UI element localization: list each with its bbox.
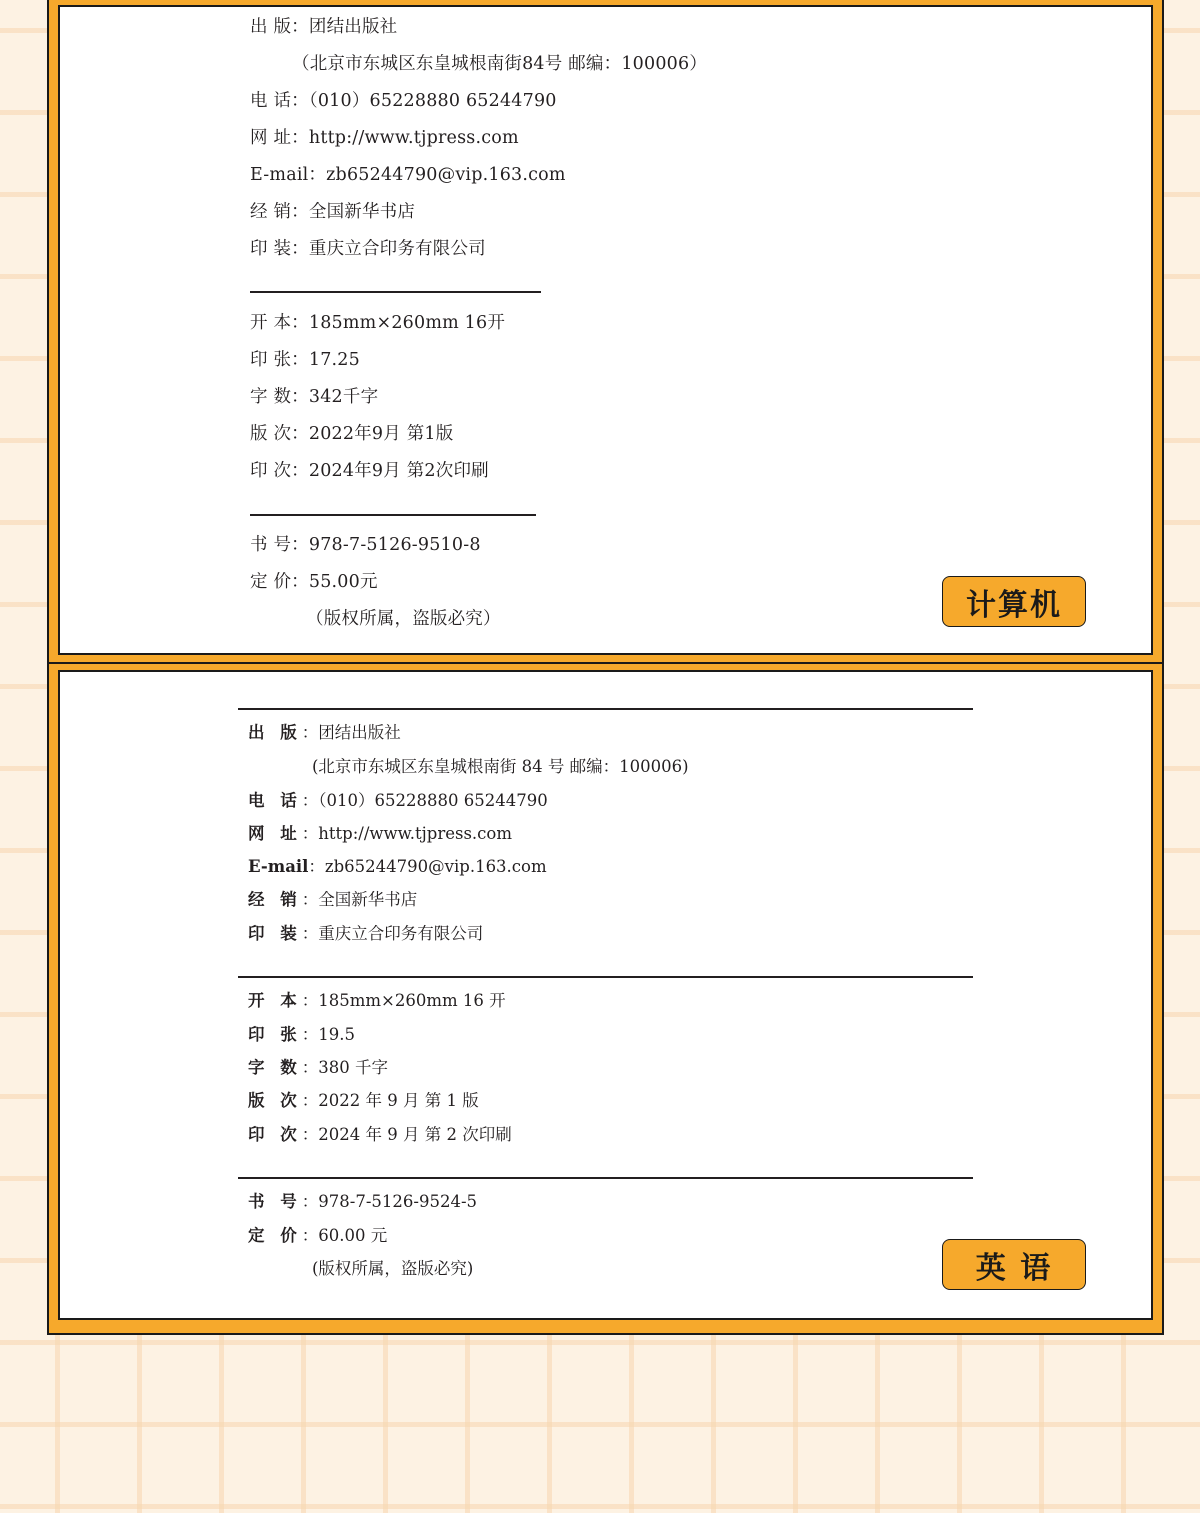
word-count-line: 字 数：380 千字	[248, 1058, 388, 1077]
panel-separator	[49, 662, 1162, 664]
printing-line: 印 次：2024 年 9 月 第 2 次印刷	[248, 1125, 512, 1144]
subject-tag-computer: 计算机	[942, 576, 1086, 627]
website-line: 网 址：http://www.tjpress.com	[248, 824, 512, 843]
copyright-notice: （版权所属，盗版必究）	[306, 609, 501, 629]
copyright-pages-frame	[47, 0, 1164, 1335]
website-line: 网 址：http://www.tjpress.com	[250, 128, 519, 148]
divider-rule	[238, 708, 973, 710]
publisher-line: 出 版：团结出版社	[248, 723, 401, 742]
distributor-line: 经 销：全国新华书店	[248, 890, 418, 909]
address-line: (北京市东城区东皇城根南街 84 号 邮编：100006)	[312, 757, 689, 776]
divider-rule	[250, 291, 541, 293]
divider-rule	[250, 514, 536, 516]
printer-line: 印 装：重庆立合印务有限公司	[250, 239, 486, 259]
sheets-line: 印 张：19.5	[248, 1025, 355, 1044]
word-count-line: 字 数：342千字	[250, 387, 379, 407]
phone-line: 电 话：（010）65228880 65244790	[248, 791, 548, 810]
distributor-line: 经 销：全国新华书店	[250, 202, 416, 222]
divider-rule	[238, 976, 973, 978]
publisher-line: 出 版：团结出版社	[250, 17, 398, 37]
format-line: 开 本：185mm×260mm 16 开	[248, 991, 506, 1010]
divider-rule	[238, 1177, 973, 1179]
printing-line: 印 次：2024年9月 第2次印刷	[250, 461, 489, 481]
copyright-panel-english	[58, 670, 1153, 1320]
format-line: 开 本：185mm×260mm 16开	[250, 313, 506, 333]
email-line: E-mail：zb65244790@vip.163.com	[250, 165, 566, 185]
copyright-notice: (版权所属，盗版必究)	[312, 1259, 474, 1278]
address-line: （北京市东城区东皇城根南街84号 邮编：100006）	[292, 54, 708, 74]
subject-tag-english: 英 语	[942, 1239, 1086, 1290]
isbn-line: 书 号：978-7-5126-9524-5	[248, 1192, 478, 1211]
edition-line: 版 次：2022 年 9 月 第 1 版	[248, 1091, 479, 1110]
email-line: E-mail：zb65244790@vip.163.com	[248, 857, 547, 876]
copyright-panel-computer	[58, 5, 1153, 655]
edition-line: 版 次：2022年9月 第1版	[250, 424, 454, 444]
price-line: 定 价：55.00元	[250, 572, 378, 592]
printer-line: 印 装：重庆立合印务有限公司	[248, 924, 484, 943]
phone-line: 电 话：（010）65228880 65244790	[250, 91, 557, 111]
price-line: 定 价：60.00 元	[248, 1226, 388, 1245]
isbn-line: 书 号：978-7-5126-9510-8	[250, 535, 481, 555]
sheets-line: 印 张：17.25	[250, 350, 360, 370]
